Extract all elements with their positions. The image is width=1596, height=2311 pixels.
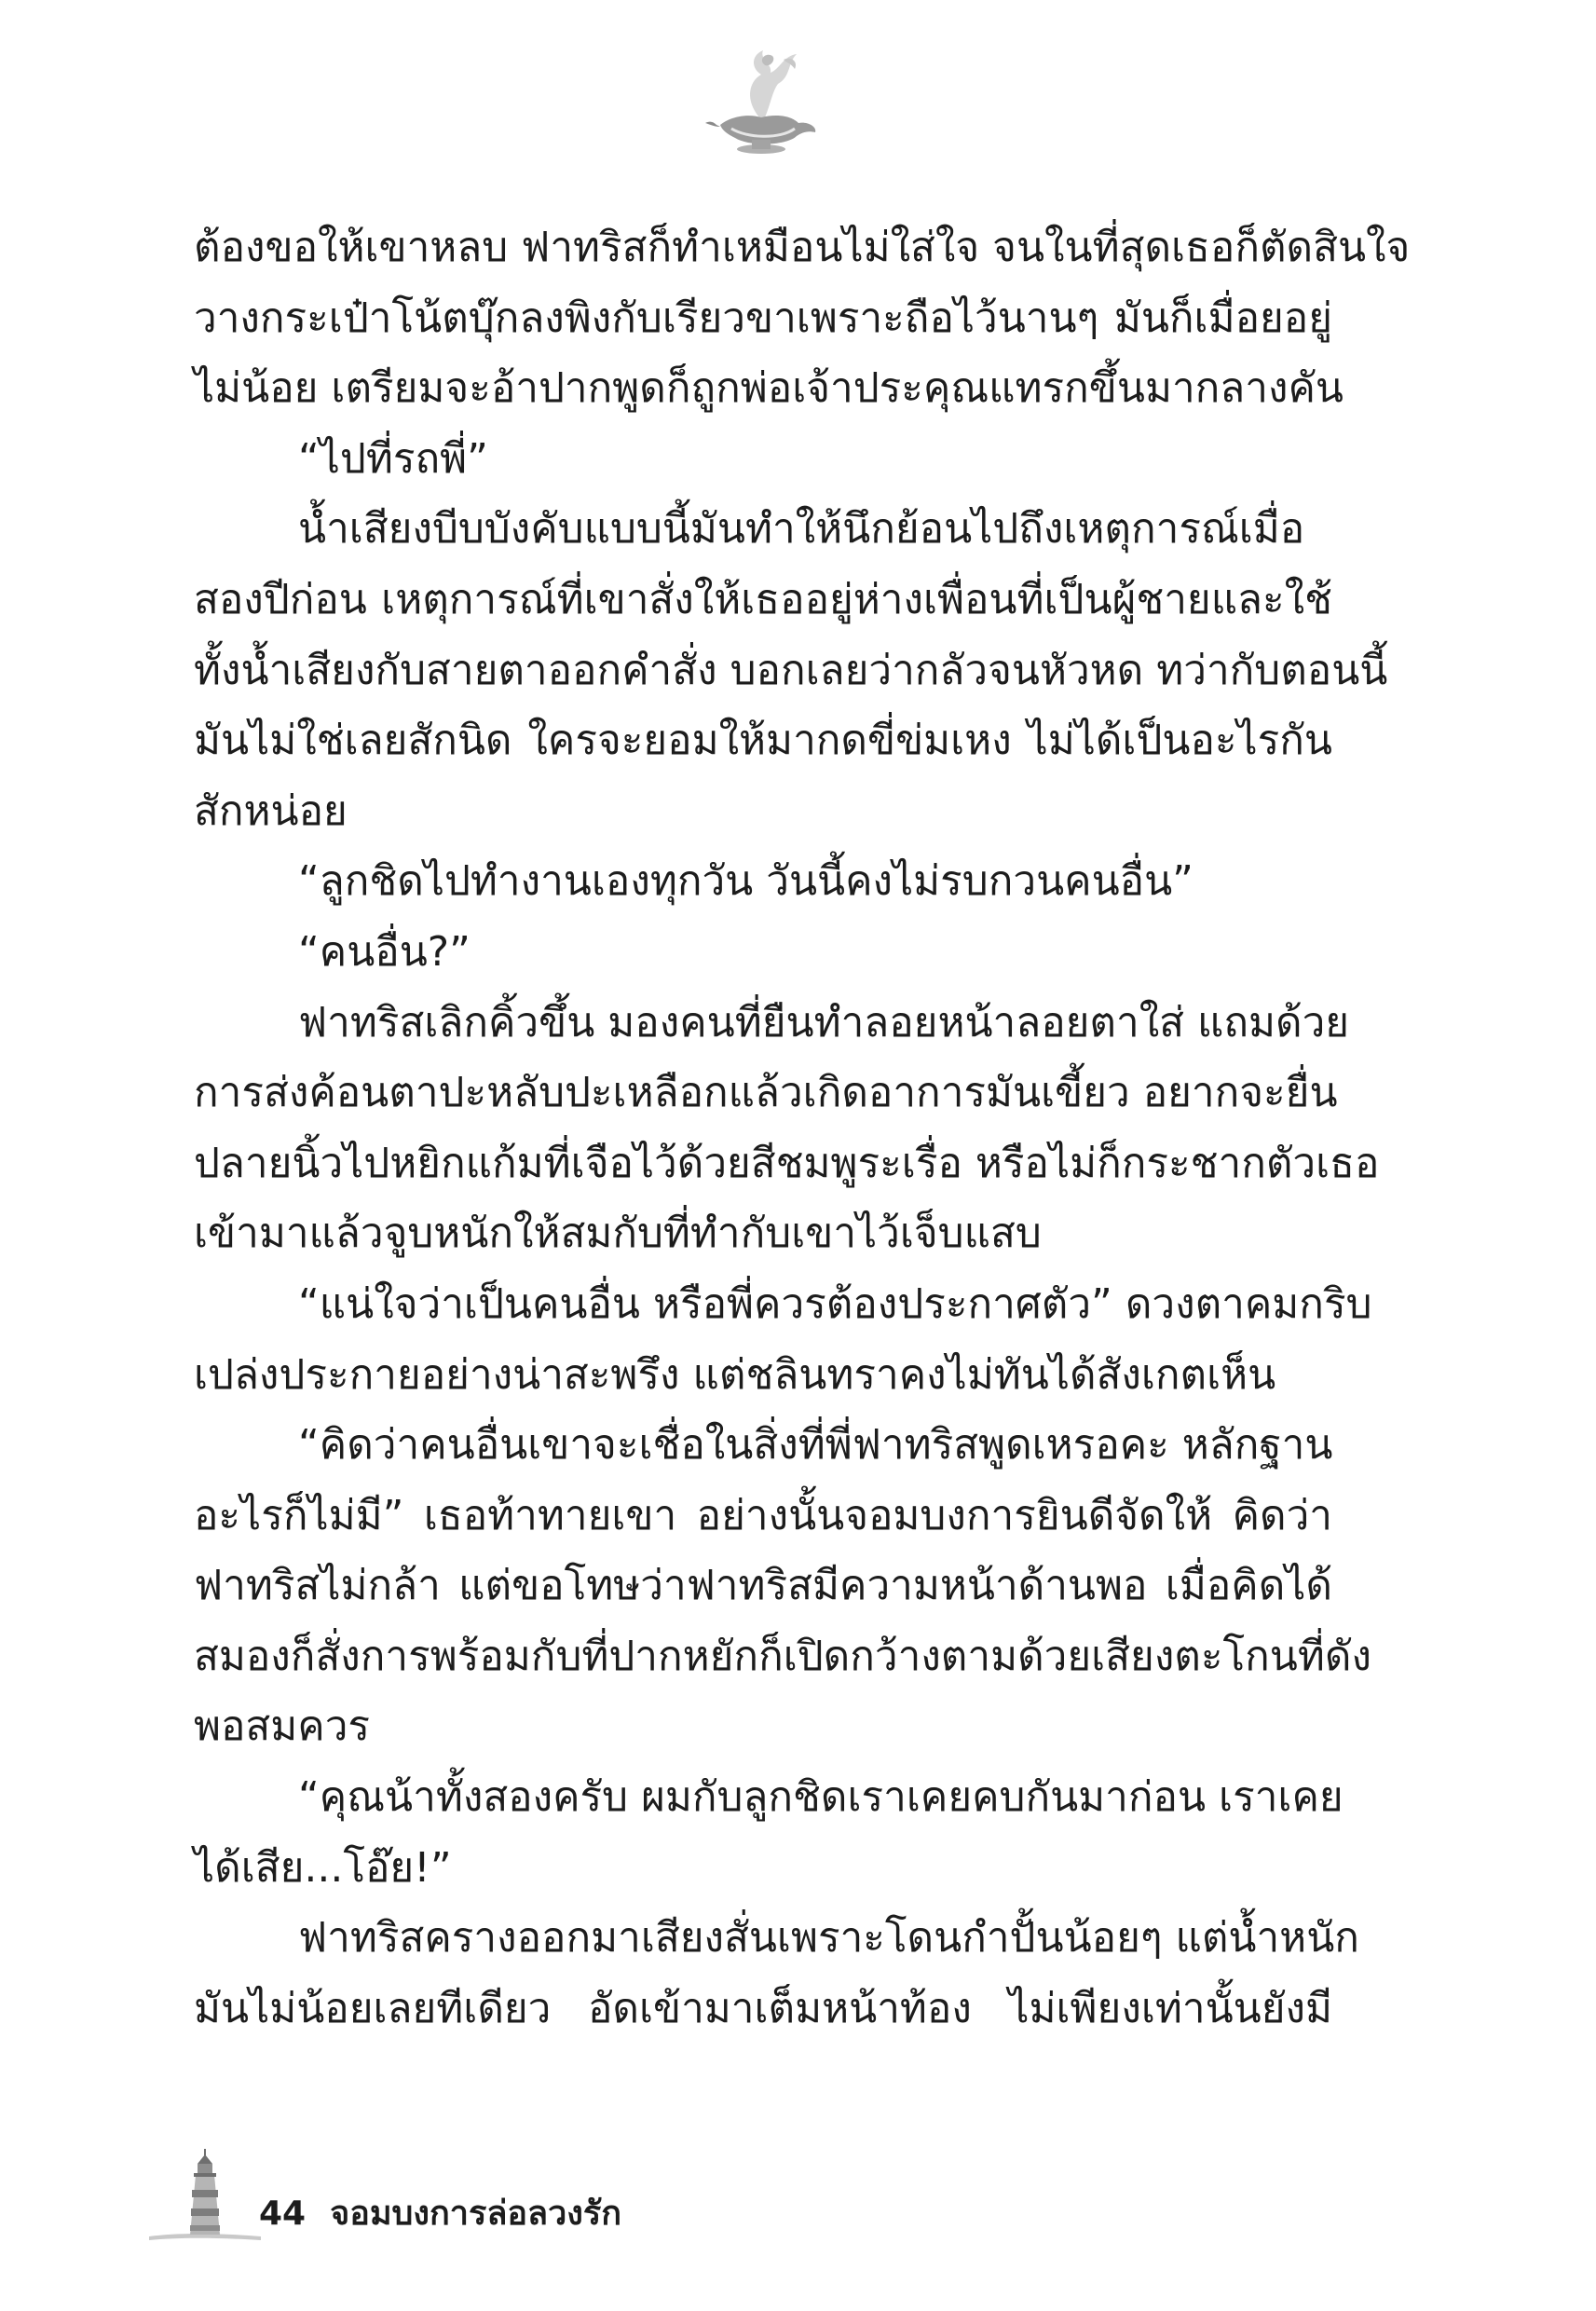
text-line: ทั้งน้ำเสียงกับสายตาออกคำสั่ง บอกเลยว่ากลัวจนหัวหด ทว่ากับตอนนี้ [194,646,1388,694]
text-line: ต้องขอให้เขาหลบ ฟาทริสก็ทำเหมือนไม่ใส่ใจ จนในที่สุดเธอก็ตัดสินใจ [194,224,1411,271]
page-number: 44 [259,2195,307,2233]
text-line: วางกระเป๋าโน้ตบุ๊กลงพิงกับเรียวขาเพราะถือไว้นานๆ มันก็เมื่อยอยู่ [194,294,1332,342]
text-line: เปล่งประกายอย่างน่าสะพรึง แต่ชลินทราคงไม่ทันได้สังเกตเห็น [194,1350,1276,1399]
text-line: พอสมควร [194,1702,371,1751]
text-line: “คนอื่น?” [298,927,471,976]
lighthouse-icon [149,2143,261,2246]
text-line: ไม่น้อย เตรียมจะอ้าปากพูดก็ถูกพ่อเจ้าประคุณแทรกขึ้นมากลางคัน [194,364,1344,413]
text-line: ได้เสีย...โอ๊ย!” [194,1843,452,1892]
text-line: สักหน่อย [194,786,348,835]
text-line: “ลูกชิดไปทำงานเองทุกวัน วันนี้คงไม่รบกวนคนอื่น” [298,857,1194,906]
text-line: “แน่ใจว่าเป็นคนอื่น หรือพี่ควรต้องประกาศตัว” ดวงตาคมกริบ [298,1279,1372,1328]
text-line: สมองก็สั่งการพร้อมกับที่ปากหยักก็เปิดกว้างตามด้วยเสียงตะโกนที่ดัง [194,1632,1371,1680]
body-text [194,212,1411,2044]
text-line: ปลายนิ้วไปหยิกแก้มที่เจือไว้ด้วยสีชมพูระเรื่อ หรือไม่ก็กระชากตัวเธอ [194,1139,1380,1187]
genie-lamp-ornament-icon [694,35,825,166]
footer-text [259,2186,621,2239]
text-line: เข้ามาแล้วจูบหนักให้สมกับที่ทำกับเขาไว้เจ็บแสบ [194,1210,1042,1258]
text-line: “คุณน้าทั้งสองครับ ผมกับลูกชิดเราเคยคบกันมาก่อน เราเคย [298,1773,1344,1822]
text-line: “ไปที่รถพี่” [298,434,488,483]
text-line: มันไม่น้อยเลยทีเดียว อัดเข้ามาเต็มหน้าท้อง ไม่เพียงเท่านั้นยังมี [194,1984,1332,2032]
text-line: น้ำเสียงบีบบังคับแบบนี้มันทำให้นึกย้อนไปถึงเหตุการณ์เมื่อ [298,505,1305,554]
text-line: สองปีก่อน เหตุการณ์ที่เขาสั่งให้เธออยู่ห่างเพื่อนที่เป็นผู้ชายและใช้ [194,575,1332,623]
text-line: อะไรก็ไม่มี” เธอท้าทายเขา อย่างนั้นจอมบงการยินดีจัดให้ คิดว่า [194,1491,1332,1539]
text-line: การส่งค้อนตาปะหลับปะเหลือกแล้วเกิดอาการมันเขี้ยว อยากจะยื่น [194,1069,1338,1117]
text-line: ฟาทริสไม่กล้า แต่ขอโทษว่าฟาทริสมีความหน้าด้านพอ เมื่อคิดได้ [194,1562,1332,1610]
page-footer [149,2143,801,2246]
text-line: ฟาทริสเลิกคิ้วขึ้น มองคนที่ยืนทำลอยหน้าลอยตาใส่ แถมด้วย [298,998,1350,1046]
text-line: มันไม่ใช่เลยสักนิด ใครจะยอมให้มากดขี่ข่มเหง ไม่ได้เป็นอะไรกัน [194,717,1332,765]
text-line: “คิดว่าคนอื่นเขาจะเชื่อในสิ่งที่พี่ฟาทริสพูดเหรอคะ หลักฐาน [298,1421,1333,1470]
text-line: ฟาทริสครางออกมาเสียงสั่นเพราะโดนกำปั้นน้อยๆ แต่น้ำหนัก [298,1914,1359,1962]
book-title: จอมบงการล่อลวงรัก [330,2195,621,2233]
